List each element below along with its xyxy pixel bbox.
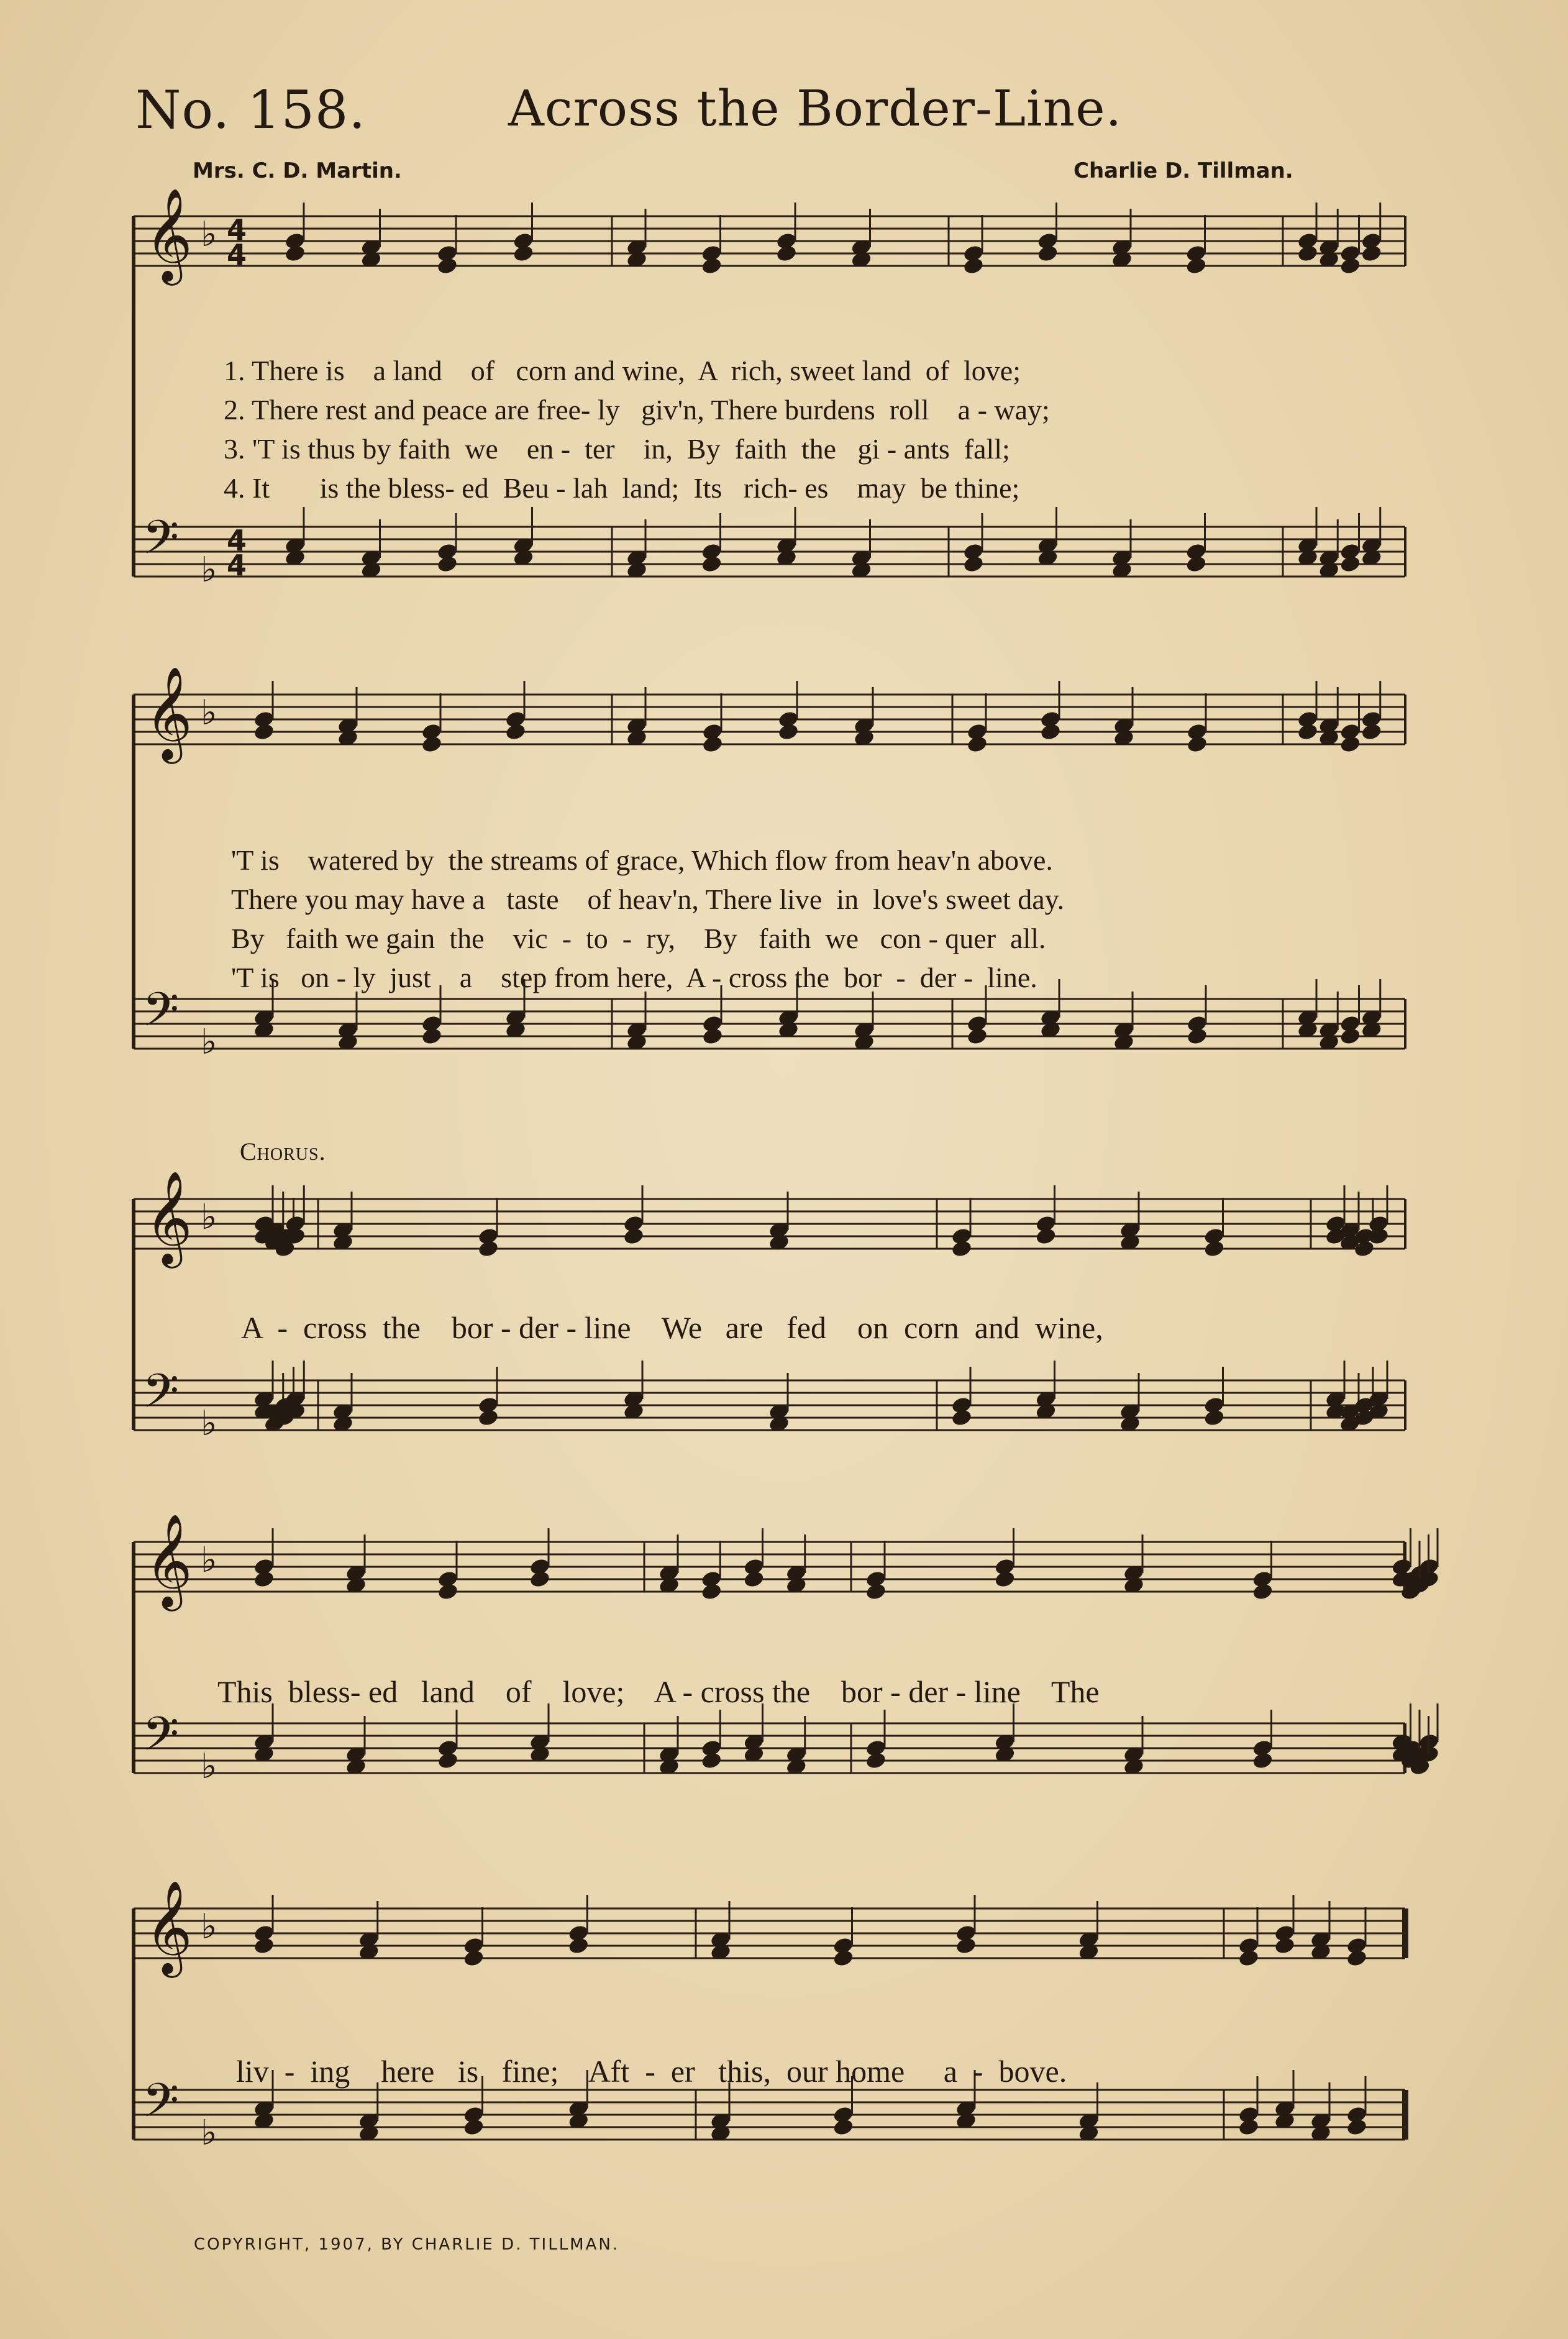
verse-line-2: 2. There rest and peace are free- ly giv'n, There burdens roll a - way; — [224, 394, 1050, 426]
bass-clef-icon: 𝄢 — [142, 1707, 180, 1773]
notehead — [1185, 555, 1208, 574]
notehead — [962, 257, 985, 276]
notehead — [1339, 257, 1362, 276]
notehead — [1238, 2118, 1260, 2137]
notehead — [1346, 2118, 1368, 2137]
bass-clef-icon: 𝄢 — [142, 510, 180, 577]
notehead — [253, 723, 275, 742]
verse-line-4: 4. It is the bless- ed Beu - lah land; Its rich- es may be thine; — [224, 472, 1020, 504]
notehead — [1274, 1936, 1296, 1956]
notehead — [701, 257, 723, 276]
notehead — [1035, 1227, 1057, 1246]
notehead — [865, 1582, 887, 1602]
notehead — [1339, 1027, 1362, 1046]
notehead — [1203, 1239, 1226, 1259]
flat-key-signature-icon: ♭ — [201, 214, 217, 255]
bass-clef-icon: 𝄢 — [142, 1364, 180, 1430]
notehead — [701, 1027, 724, 1046]
flat-key-signature-icon: ♭ — [201, 1540, 217, 1580]
treble-clef-icon: 𝄞 — [145, 1513, 193, 1607]
bass-clef-icon: 𝄢 — [142, 2073, 180, 2140]
notehead — [700, 1582, 722, 1602]
flat-key-signature-icon: ♭ — [201, 1403, 217, 1444]
notehead — [529, 1570, 551, 1589]
treble-clef-icon: 𝄞 — [145, 665, 193, 760]
time-signature-digit: 4 — [227, 213, 247, 247]
composer-credit: Charlie D. Tillman. — [1073, 158, 1293, 183]
notehead — [950, 1239, 973, 1259]
notehead — [1252, 1582, 1274, 1602]
notehead — [437, 1582, 459, 1602]
notehead — [477, 1408, 499, 1428]
notehead — [463, 2118, 485, 2137]
notehead — [743, 1570, 765, 1589]
notehead — [1185, 257, 1208, 276]
flat-key-signature-icon: ♭ — [201, 1746, 217, 1787]
flat-key-signature-icon: ♭ — [201, 2113, 217, 2153]
notehead — [1186, 735, 1208, 754]
notehead — [1339, 555, 1362, 574]
notehead — [1203, 1408, 1226, 1428]
notehead — [832, 2118, 855, 2137]
notehead — [701, 735, 724, 754]
notehead — [253, 1570, 275, 1589]
notehead — [966, 1027, 988, 1046]
lyricist-credit: Mrs. C. D. Martin. — [193, 158, 402, 183]
notehead — [700, 1751, 722, 1771]
verse-line-7: By faith we gain the vic - to - ry, By faith we con - quer all. — [231, 923, 1046, 954]
chorus-lyric-3: liv - ing here is fine; Aft - er this, our home a - bove. — [236, 2054, 1067, 2089]
notehead — [701, 555, 723, 574]
flat-key-signature-icon: ♭ — [201, 1197, 217, 1238]
notehead — [1297, 723, 1319, 742]
bass-clef-icon: 𝄢 — [142, 982, 180, 1049]
notehead — [865, 1751, 887, 1771]
verse-line-3: 3. 'T is thus by faith we en - ter in, By faith the gi - ants fall; — [224, 433, 1010, 465]
flat-key-signature-icon: ♭ — [201, 1907, 217, 1947]
time-signature-digit: 4 — [227, 524, 247, 557]
notehead — [966, 735, 988, 754]
notehead — [1346, 1949, 1368, 1968]
chorus-lyric-2: This bless- ed land of love; A - cross the bor - der - line The — [217, 1674, 1100, 1709]
notehead — [253, 1936, 275, 1956]
notehead — [1238, 1949, 1260, 1968]
flat-key-signature-icon: ♭ — [201, 550, 217, 590]
notehead — [777, 723, 800, 742]
copyright-notice: COPYRIGHT, 1907, BY CHARLIE D. TILLMAN. — [194, 2235, 620, 2254]
notehead — [1361, 244, 1383, 263]
notehead — [775, 244, 798, 263]
verse-line-8: 'T is on - ly just a step from here, A - cross the bor - der - line. — [231, 962, 1037, 993]
notehead — [1339, 735, 1362, 754]
notehead — [437, 1751, 459, 1771]
verse-line-6: There you may have a taste of heav'n, There live in love's sweet day. — [231, 883, 1065, 915]
hymn-title: Across the Border-Line. — [508, 80, 1122, 137]
notehead — [955, 1936, 977, 1956]
notehead — [1252, 1751, 1274, 1771]
notehead — [950, 1408, 973, 1428]
notehead — [421, 735, 443, 754]
notehead — [436, 555, 458, 574]
notehead — [513, 244, 535, 263]
notehead — [284, 244, 306, 263]
hymn-number: No. 158. — [135, 80, 367, 140]
notehead — [962, 555, 985, 574]
chorus-lyric-1: A - cross the bor - der - line We are fed on corn and wine, — [241, 1310, 1103, 1345]
notehead — [463, 1949, 485, 1968]
time-signature-digit: 4 — [227, 549, 247, 582]
treble-clef-icon: 𝄞 — [145, 187, 193, 281]
verse-line-5: 'T is watered by the streams of grace, Which flow from heav'n above. — [231, 844, 1053, 876]
notehead — [504, 723, 527, 742]
notehead — [421, 1027, 443, 1046]
notehead — [1039, 723, 1062, 742]
notehead — [622, 1227, 645, 1246]
notehead — [1361, 723, 1383, 742]
notehead — [1186, 1027, 1208, 1046]
chorus-label: Chorus. — [240, 1138, 326, 1165]
verse-line-1: 1. There is a land of corn and wine, A rich, sweet land of love; — [224, 355, 1021, 386]
notehead — [1297, 244, 1319, 263]
notehead — [1037, 244, 1059, 263]
notehead — [567, 1936, 590, 1956]
time-signature-digit: 4 — [227, 238, 247, 271]
treble-clef-icon: 𝄞 — [145, 1170, 193, 1264]
flat-key-signature-icon: ♭ — [201, 693, 217, 733]
flat-key-signature-icon: ♭ — [201, 1022, 217, 1062]
notehead — [832, 1949, 855, 1968]
notehead — [436, 257, 458, 276]
treble-clef-icon: 𝄞 — [145, 1879, 193, 1974]
notehead — [477, 1239, 499, 1259]
notehead — [994, 1570, 1016, 1589]
